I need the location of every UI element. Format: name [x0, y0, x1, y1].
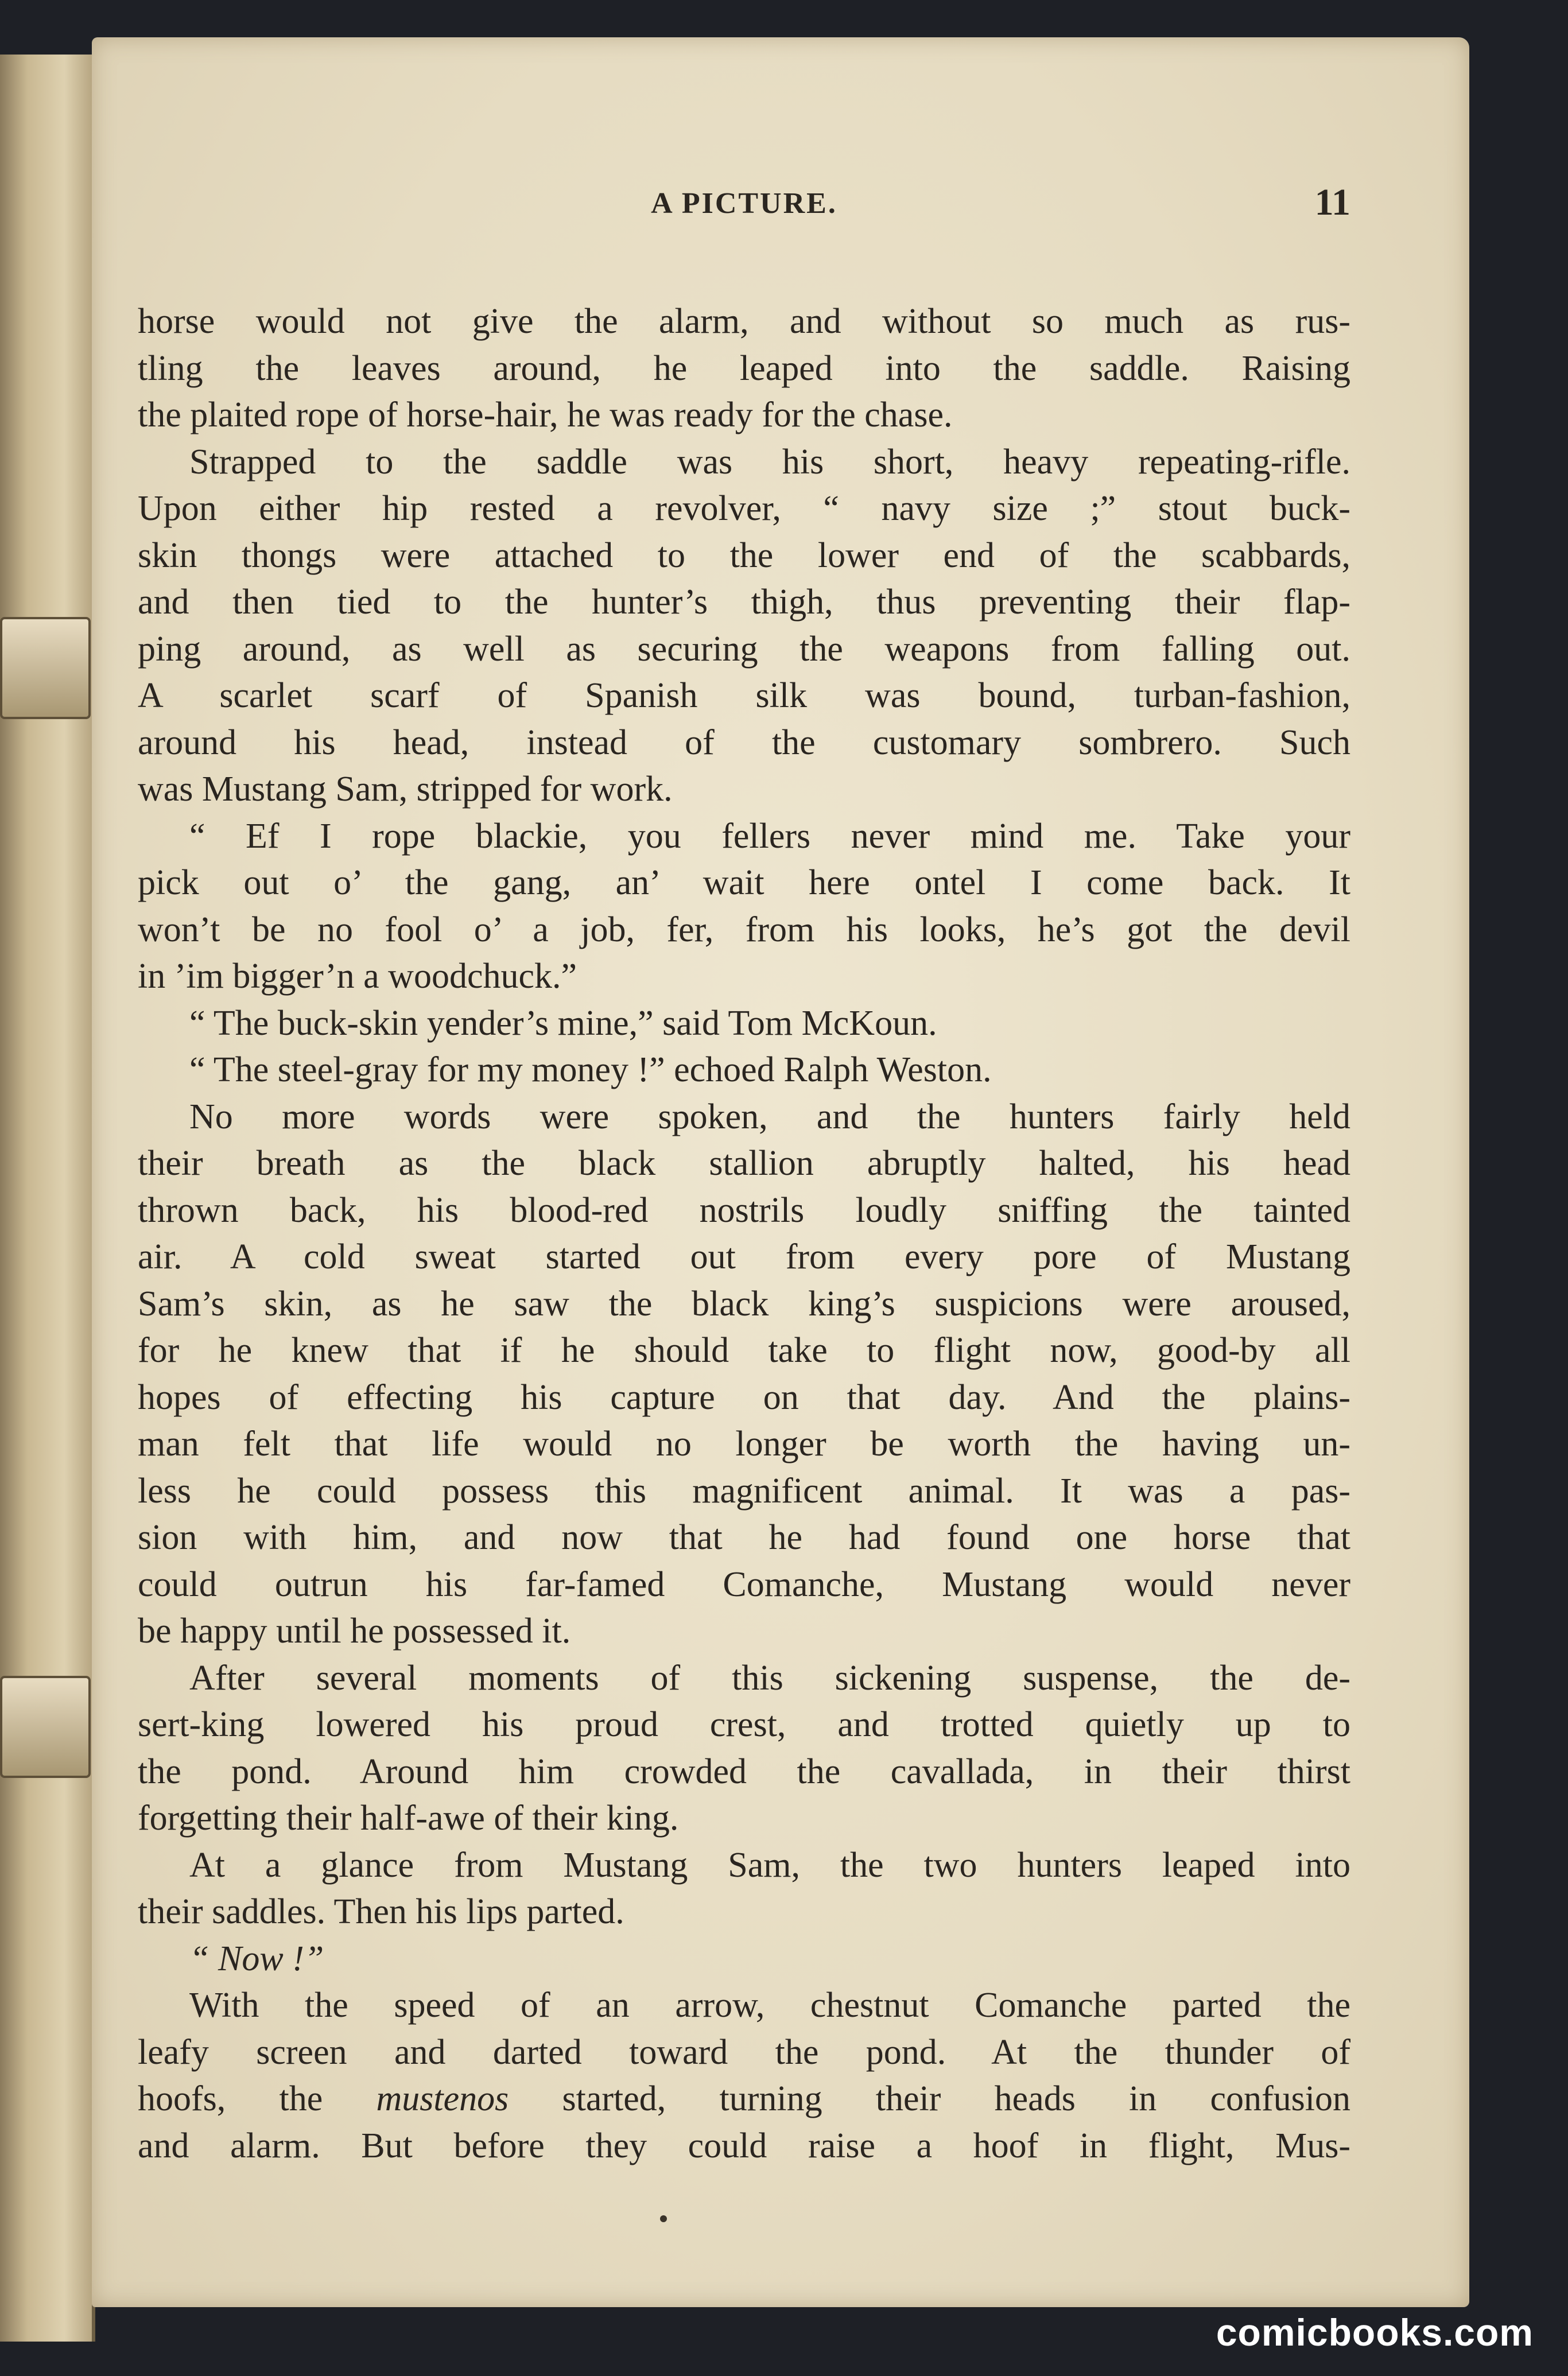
running-head: A PICTURE. — [651, 187, 837, 220]
text-line: pick out o’ the gang, an’ wait here ontel I come back. It — [138, 863, 1350, 902]
binding-clip — [0, 1676, 91, 1778]
text-line: horse would not give the alarm, and without so much as rus- — [138, 302, 1350, 341]
text-line: “ The buck-skin yender’s mine,” said Tom McKoun. — [189, 1003, 937, 1043]
text-line: skin thongs were attached to the lower end of the scabbards, — [138, 535, 1350, 575]
watermark: comicbooks.com — [1216, 2311, 1534, 2354]
text-line: and then tied to the hunter’s thigh, thus preventing their flap- — [138, 583, 1350, 622]
text-line: No more words were spoken, and the hunters fairly held — [189, 1097, 1350, 1136]
text-line: around his head, instead of the customary sombrero. Such — [138, 723, 1350, 762]
page-number: 11 — [1314, 181, 1350, 223]
text-line: their breath as the black stallion abruptly halted, his head — [138, 1144, 1350, 1183]
text-line: in ’im bigger’n a woodchuck.” — [138, 957, 577, 996]
text-line: With the speed of an arrow, chestnut Comanche parted the — [189, 1986, 1350, 2025]
text-line: the pond. Around him crowded the cavallada, in their thirst — [138, 1752, 1350, 1791]
text-line: the plaited rope of horse-hair, he was ready for the chase. — [138, 395, 953, 434]
text-line: tling the leaves around, he leaped into the saddle. Raising — [138, 348, 1350, 388]
body-text — [138, 298, 1350, 2169]
text-line: sion with him, and now that he had found one horse that — [138, 1518, 1350, 1557]
text-line: Sam’s skin, as he saw the black king’s suspicions were aroused, — [138, 1284, 1350, 1323]
text-line: was Mustang Sam, stripped for work. — [138, 770, 673, 809]
text-line: sert-king lowered his proud crest, and trotted quietly up to — [138, 1705, 1350, 1744]
signature-mark — [660, 2215, 667, 2222]
text-line: and alarm. But before they could raise a hoof in flight, Mus- — [138, 2126, 1350, 2165]
text-line: At a glance from Mustang Sam, the two hunters leaped into — [189, 1845, 1350, 1885]
text-line: “ The steel-gray for my money !” echoed Ralph Weston. — [189, 1050, 992, 1089]
italic-word: mustenos — [376, 2079, 509, 2118]
text-line: for he knew that if he should take to flight now, good-by all — [138, 1331, 1350, 1370]
text-line: ping around, as well as securing the weapons from falling out. — [138, 629, 1350, 669]
text-line: Upon either hip rested a revolver, “ navy size ;” stout buck- — [138, 489, 1350, 528]
text-line: leafy screen and darted toward the pond. At the thunder of — [138, 2032, 1350, 2072]
text-line: won’t be no fool o’ a job, fer, from his looks, he’s got the devil — [138, 910, 1350, 949]
text-line: Strapped to the saddle was his short, heavy repeating-rifle. — [189, 442, 1350, 482]
text-line: forgetting their half-awe of their king. — [138, 1799, 679, 1838]
text-line: their saddles. Then his lips parted. — [138, 1892, 624, 1931]
text-fragment: started, turning their heads in confusion — [562, 2079, 1351, 2118]
text-line: “ Ef I rope blackie, you fellers never mind me. Take your — [189, 816, 1350, 856]
text-line: man felt that life would no longer be worth the having un- — [138, 1424, 1350, 1463]
text-line: less he could possess this magnificent animal. It was a pas- — [138, 1471, 1350, 1511]
text-line: hopes of effecting his capture on that day. And the plains- — [138, 1377, 1350, 1417]
italic-exclamation: “ Now !” — [189, 1939, 324, 1978]
text-line: After several moments of this sickening suspense, the de- — [189, 1658, 1350, 1698]
text-line: A scarlet scarf of Spanish silk was bound, turban-fashion, — [138, 676, 1350, 715]
page-header — [138, 175, 1350, 238]
text-line — [138, 1936, 1350, 1983]
facing-page-edge — [0, 55, 95, 2342]
text-line: could outrun his far-famed Comanche, Mustang would never — [138, 1564, 1350, 1604]
text-line: thrown back, his blood-red nostrils loudly sniffing the tainted — [138, 1190, 1350, 1230]
binding-clip — [0, 617, 91, 719]
text-line: be happy until he possessed it. — [138, 1612, 571, 1651]
text-line — [138, 2076, 1350, 2123]
text-fragment: hoofs, the — [138, 2079, 323, 2118]
text-line: air. A cold sweat started out from every pore of Mustang — [138, 1237, 1350, 1276]
